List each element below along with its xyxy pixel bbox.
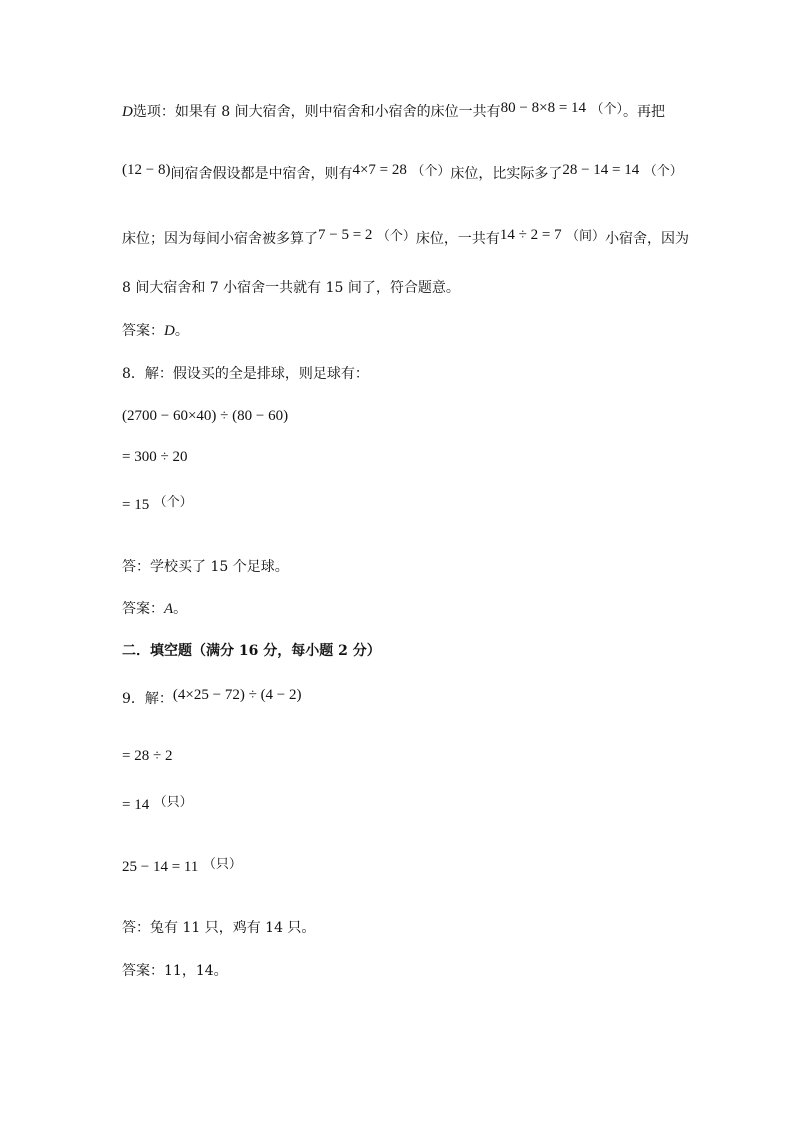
text: 。再把 [623,104,666,120]
answer-end: 。 [174,323,189,339]
formula: (12 − 8) [122,162,171,178]
text: 小宿舍，因为 [605,231,690,247]
answer-text: 答案：11，14。 [122,963,228,979]
q9-step-3 [122,795,700,816]
q8-step-3 [122,495,700,516]
formula: = 15 [122,497,150,513]
q9-conclusion [122,918,700,938]
section-heading [122,641,700,661]
formula: = 14 [122,797,150,813]
answer-end: 。 [173,601,188,617]
unit: （只） [153,795,193,810]
unit: （间） [566,229,606,244]
formula: 14 ÷ 2 = 7 [499,227,562,243]
q8-intro [122,364,700,384]
conclusion-text: 答：兔有 11 只，鸡有 14 只。 [122,920,316,936]
formula: 28 − 14 = 14 [562,162,640,178]
answer-label: 答案： [122,323,164,339]
q8-conclusion [122,557,700,577]
unit: （个） [411,164,451,179]
formula: 80 − 8×8 = 14 [500,100,587,116]
d-option-line-1 [122,102,700,123]
q9-answer [122,961,700,981]
text: 8 间大宿舍和 7 小宿舍一共就有 15 间了，符合题意。 [122,280,460,296]
formula: = 300 ÷ 20 [122,449,188,465]
q9-step-2 [122,746,700,766]
answer-value: D [164,323,175,339]
unit: （个） [153,495,193,510]
q9-intro [122,689,700,709]
conclusion-text: 答：学校买了 15 个足球。 [122,559,289,575]
formula: 4×7 = 28 [352,162,407,178]
q8-intro-text: 8．解：假设买的全是排球，则足球有： [122,366,369,382]
q9-step-4 [122,857,700,878]
unit: （只） [202,857,242,872]
q8-answer [122,599,700,619]
text: 床位，比实际多了 [450,166,563,182]
q8-step-1 [122,406,700,426]
formula: = 28 ÷ 2 [122,748,173,764]
text: 间宿舍假设都是中宿舍，则有 [170,166,353,182]
text: 床位；因为每间小宿舍被多算了 [122,231,318,247]
d-option-line-3 [122,229,700,250]
d-option-line-4 [122,278,700,298]
section-heading-text: 二．填空题（满分 16 分，每小题 2 分） [122,643,381,659]
text: 选项：如果有 8 间大宿舍，则中宿舍和小宿舍的床位一共有 [132,104,501,120]
answer-value: A [164,601,174,617]
unit: （个） [643,164,683,179]
formula: (4×25 − 72) ÷ (4 − 2) [172,687,302,703]
text: 床位，一共有 [415,231,500,247]
q8-step-2 [122,447,700,467]
q9-intro-text: 9．解： [122,691,173,707]
option-letter: D [122,104,133,120]
formula: 25 − 14 = 11 [122,859,199,875]
answer-label: 答案： [122,601,164,617]
answer-line [122,321,700,341]
unit: （个） [376,229,416,244]
unit: （个） [590,102,624,117]
formula: (2700 − 60×40) ÷ (80 − 60) [122,408,289,424]
formula: 7 − 5 = 2 [318,227,373,243]
d-option-line-2 [122,164,700,185]
